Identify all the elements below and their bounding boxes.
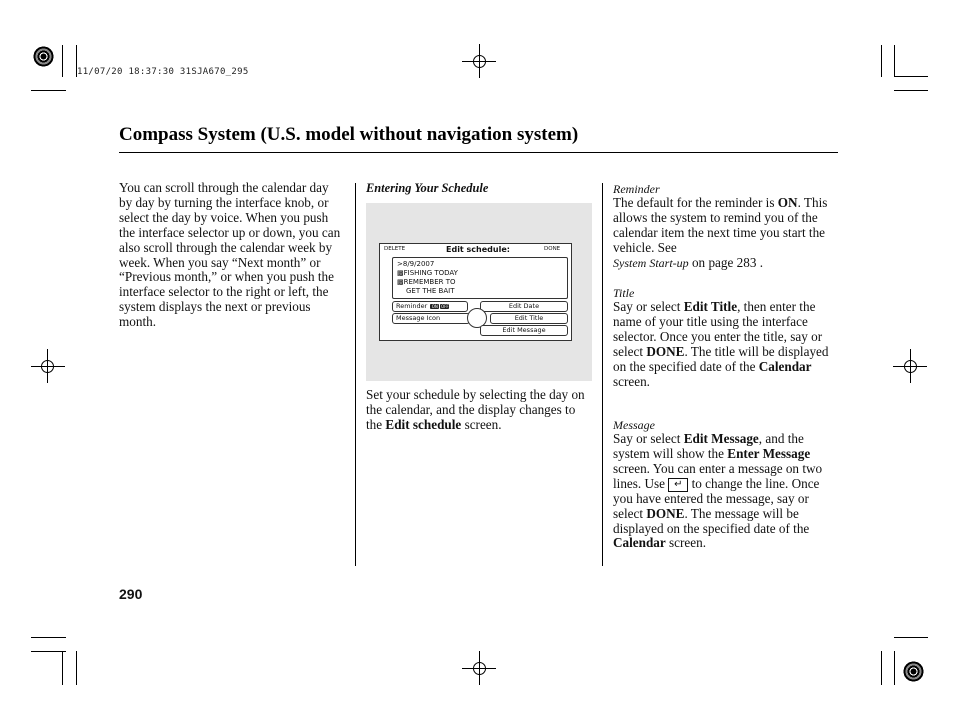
edit-message-button[interactable]: Edit Message [480, 325, 568, 336]
crop-mark [62, 45, 63, 77]
edit-title-button[interactable]: Edit Title [490, 313, 568, 324]
system-startup-reference[interactable]: System Start-up [613, 255, 689, 270]
crop-mark [881, 651, 882, 685]
schedule-entry-panel [392, 257, 568, 299]
enter-key-icon: ↵ [668, 478, 688, 492]
crop-mark [894, 651, 895, 685]
done-label: DONE [544, 246, 561, 252]
schedule-date: >8/9/2007 [397, 260, 435, 268]
message-icon-button[interactable]: Message Icon [392, 313, 470, 324]
column2-paragraph: Set your schedule by selecting the day on the calendar, and the display changes to the Edit schedule screen. [366, 387, 585, 432]
registration-mark-top-left [33, 46, 54, 67]
reminder-button[interactable]: Reminder ON OFF [392, 301, 468, 312]
delete-label: DELETE [384, 246, 406, 252]
crop-mark [31, 90, 66, 91]
edit-date-button[interactable]: Edit Date [480, 301, 568, 312]
schedule-line3: GET THE BAIT [406, 287, 455, 295]
reminder-paragraph: The default for the reminder is ON. This allows the system to remind you of the calendar item the next time you start the vehicle. See System Start-up on page 283 . [613, 195, 828, 270]
message-label: Message [613, 418, 655, 432]
screen-title: Edit schedule: [446, 245, 510, 254]
crop-mark [894, 90, 928, 91]
section-heading-entering-schedule: Entering Your Schedule [366, 181, 489, 195]
crop-mark [62, 651, 63, 685]
screen-top-bar [380, 244, 571, 256]
column1-paragraph: You can scroll through the calendar day by day by turning the interface knob, or select the day by voice. When you push the interface selector up or down, you can also scroll through the calendar week by week. When you say “Next month” or “Previous month,” or when you push the interface selector to the right or left, the system displays the next or previous month. [119, 180, 341, 330]
schedule-line2: ▩REMEMBER TO [397, 278, 456, 286]
crop-mark [894, 637, 928, 638]
column-divider [355, 183, 356, 566]
registration-mark-bottom-right [903, 661, 924, 682]
crop-mark [76, 651, 77, 685]
message-paragraph: Say or select Edit Message, and the system will show the Enter Message screen. You can enter a message on two lines. Use ↵ to change the line. Once you have entered the message, say or select DONE. The message will be displayed on the specified date of the Calendar screen. [613, 431, 823, 551]
column-divider [602, 183, 603, 566]
title-rule [119, 152, 838, 153]
crop-mark [894, 76, 928, 77]
title-label: Title [613, 286, 635, 300]
reminder-label: Reminder [613, 182, 660, 196]
crop-mark [894, 45, 895, 77]
crop-mark [31, 651, 66, 652]
print-code: 11/07/20 18:37:30 31SJA670_295 [77, 67, 249, 77]
reminder-on-badge: ON [431, 303, 438, 309]
page-number: 290 [119, 586, 143, 602]
page-title: Compass System (U.S. model without navigation system) [119, 124, 579, 145]
reminder-off-badge: OFF [440, 303, 449, 309]
title-paragraph: Say or select Edit Title, then enter the name of your title using the interface selector. Once you enter the title, say or select DONE. The title will be displayed on the specified date of the Calendar screen. [613, 299, 829, 389]
crop-mark [31, 637, 66, 638]
crop-mark [881, 45, 882, 77]
edit-schedule-screen [379, 243, 572, 341]
schedule-line1: ▩FISHING TODAY [397, 269, 458, 277]
